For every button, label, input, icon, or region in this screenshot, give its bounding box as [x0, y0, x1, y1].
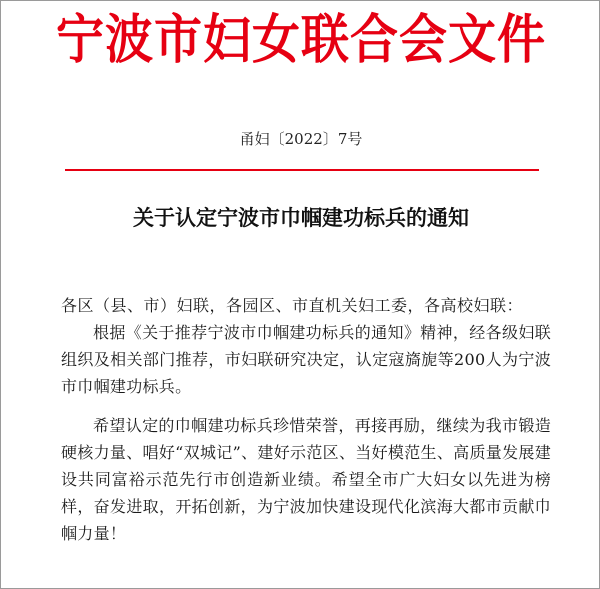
notice-body — [61, 292, 551, 547]
notice-title: 关于认定宁波市巾帼建功标兵的通知 — [133, 205, 469, 230]
document-number: 甬妇〔2022〕7号 — [239, 130, 363, 148]
paragraph-1: 根据《关于推荐宁波市巾帼建功标兵的通知》精神，经各级妇联组织及相关部门推荐，市妇联研究决定，认定寇旖旎等200人为宁波市巾帼建功标兵。 — [61, 323, 551, 396]
red-divider-line — [65, 169, 539, 171]
masthead-title: 宁波市妇女联合会文件 — [55, 9, 546, 71]
salutation: 各区（县、市）妇联，各园区、市直机关妇工委，各高校妇联： — [61, 296, 524, 315]
paragraph-2: 希望认定的巾帼建功标兵珍惜荣誉，再接再励，继续为我市锻造硬核力量、唱好“双城记”、建好示范区、当好模范生、高质量发展建设共同富裕示范先行市创造新业绩。希望全市广大妇女以先进为榜样，奋发进取，开拓创新，为宁波加快建设现代化滨海大都市贡献巾帼力量！ — [61, 416, 551, 543]
